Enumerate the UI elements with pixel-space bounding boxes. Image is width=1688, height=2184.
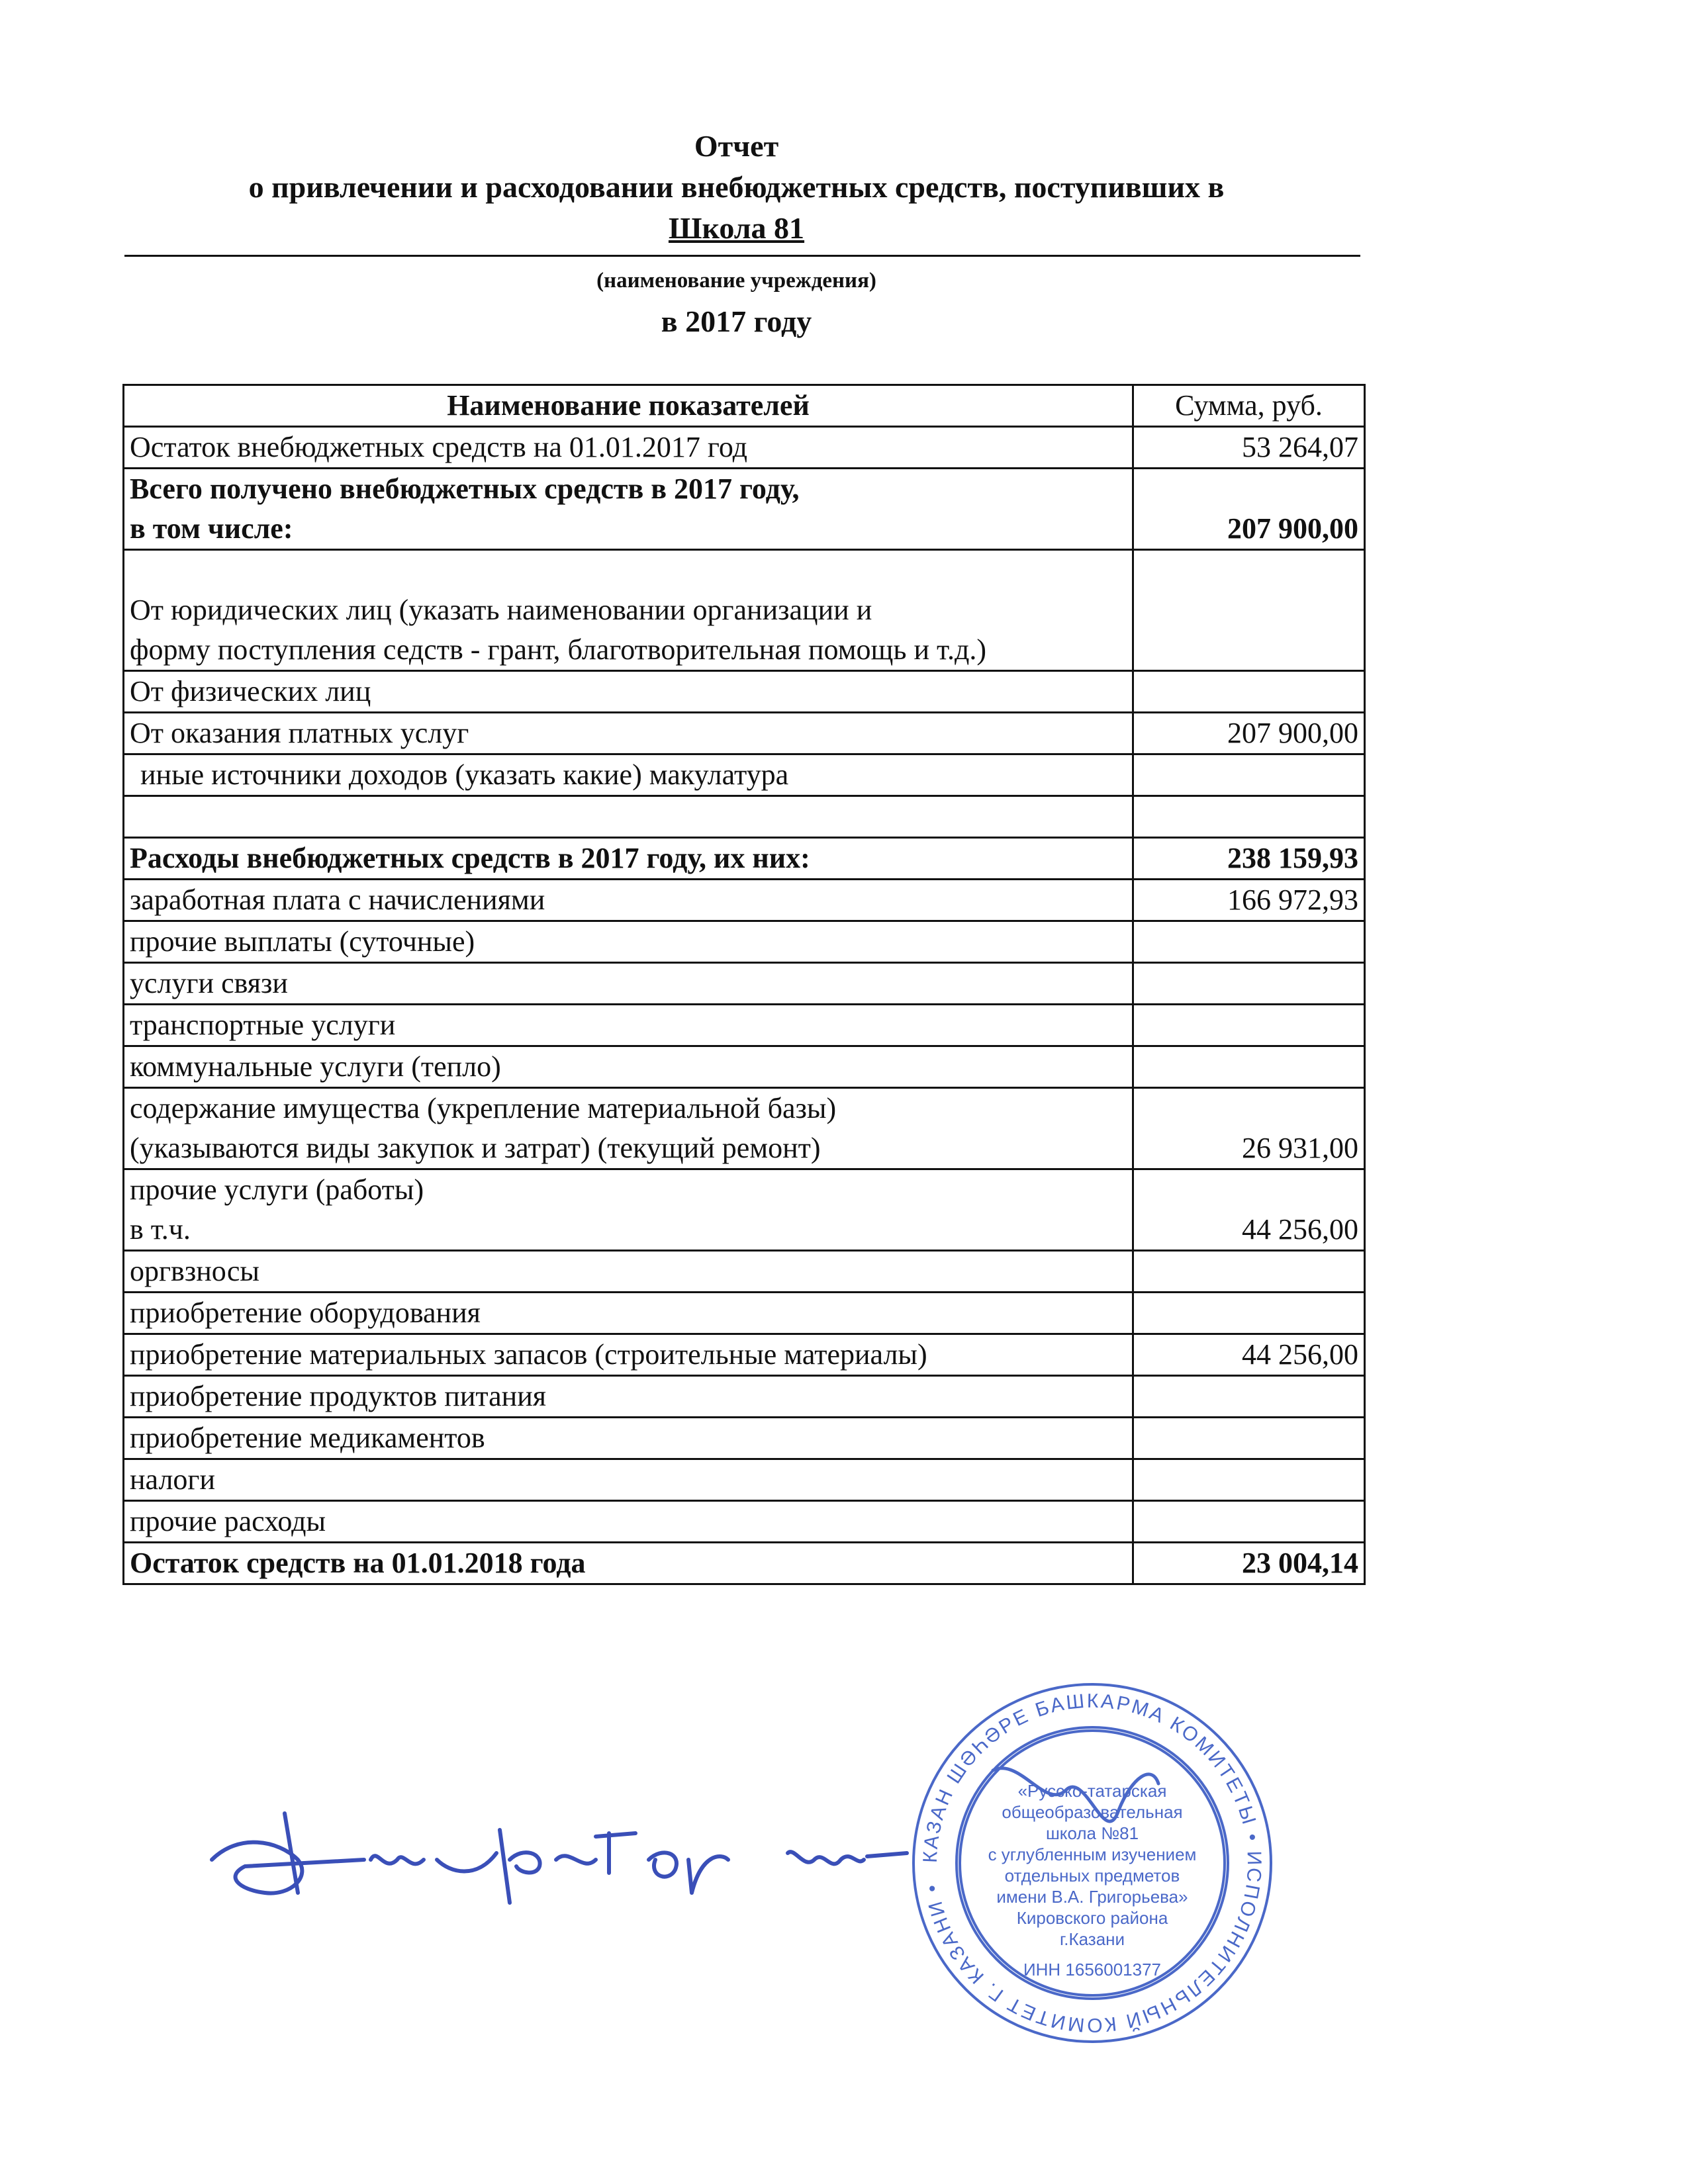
row-label-line: Остаток внебюджетных средств на 01.01.2017 год	[130, 431, 747, 463]
table-row	[124, 754, 1365, 796]
table-row	[124, 1088, 1365, 1169]
row-label-line: транспортные услуги	[130, 1009, 396, 1041]
row-label-line: От юридических лиц (указать наименовании организации и	[130, 594, 872, 626]
table-row	[124, 838, 1365, 880]
row-label-line: в том числе:	[130, 512, 293, 545]
row-label	[124, 1005, 1133, 1046]
table-row	[124, 921, 1365, 963]
row-label	[124, 1334, 1133, 1376]
table-row	[124, 1251, 1365, 1293]
row-label-line: От оказания платных услуг	[130, 717, 469, 749]
row-amount: 166 972,93	[1133, 880, 1365, 921]
row-label-line: прочие расходы	[130, 1505, 326, 1537]
column-header-sum: Сумма, руб.	[1133, 385, 1365, 427]
row-amount	[1133, 963, 1365, 1005]
row-amount	[1133, 1418, 1365, 1459]
row-label-line: От физических лиц	[130, 675, 371, 707]
row-amount: 207 900,00	[1133, 469, 1365, 550]
stamp-center-line: отдельных предметов	[1004, 1866, 1180, 1886]
row-label-line: форму поступления седств - грант, благотворительная помощь и т.д.)	[130, 633, 987, 666]
row-amount	[1133, 754, 1365, 796]
report-table	[122, 384, 1366, 1585]
row-label	[124, 1088, 1133, 1169]
table-row	[124, 1376, 1365, 1418]
row-label	[124, 1501, 1133, 1543]
row-label-line: налоги	[130, 1463, 216, 1496]
row-label-line: прочие выплаты (суточные)	[130, 925, 475, 958]
table-row	[124, 1334, 1365, 1376]
row-label-line: коммунальные услуги (тепло)	[130, 1050, 501, 1083]
table-row	[124, 963, 1365, 1005]
table-row	[124, 427, 1365, 469]
table-row	[124, 1418, 1365, 1459]
row-amount: 23 004,14	[1133, 1543, 1365, 1584]
report-title: Отчет	[694, 129, 779, 163]
row-amount	[1133, 1046, 1365, 1088]
stamp-center-line: имени В.А. Григорьева»	[996, 1887, 1188, 1907]
row-amount	[1133, 1293, 1365, 1334]
stamp-center-line: г.Казани	[1059, 1929, 1125, 1949]
row-label-line: прочие услуги (работы)	[130, 1173, 424, 1206]
row-label-line: в т.ч.	[130, 1213, 191, 1246]
row-label	[124, 713, 1133, 754]
table-row	[124, 1501, 1365, 1543]
table-row	[124, 796, 1365, 838]
row-label-line: Всего получено внебюджетных средств в 2017 году,	[130, 473, 800, 505]
row-label-line: заработная плата с начислениями	[130, 884, 545, 916]
row-label	[124, 1418, 1133, 1459]
row-label	[124, 469, 1133, 550]
table-row	[124, 469, 1365, 550]
row-label-line: приобретение оборудования	[130, 1297, 481, 1329]
director-signature	[199, 1760, 914, 1919]
row-label	[124, 427, 1133, 469]
row-label-line: услуги связи	[130, 967, 288, 999]
row-label	[124, 838, 1133, 880]
row-amount: 207 900,00	[1133, 713, 1365, 754]
stamp-center-line: Кировского района	[1016, 1908, 1168, 1928]
svg-text:КАЗАН ШӘҺӘРЕ БАШКАРМА КОМИТЕТЫ: КАЗАН ШӘҺӘРЕ БАШКАРМА КОМИТЕТЫ • ИСПОЛНИТЕЛЬНЫЙ КОМИТЕТ Г. КАЗАНИ •	[919, 1690, 1266, 2036]
row-amount	[1133, 1005, 1365, 1046]
row-label	[124, 671, 1133, 713]
row-label	[124, 1459, 1133, 1501]
table-row	[124, 880, 1365, 921]
row-label	[124, 550, 1133, 671]
row-amount	[1133, 796, 1365, 838]
report-header	[0, 126, 1473, 249]
row-label	[124, 1543, 1133, 1584]
row-amount	[1133, 671, 1365, 713]
table-row	[124, 1543, 1365, 1584]
row-amount	[1133, 921, 1365, 963]
row-amount	[1133, 550, 1365, 671]
row-amount: 238 159,93	[1133, 838, 1365, 880]
row-label-line: иные источники доходов (указать какие) макулатура	[140, 758, 789, 791]
row-label	[124, 921, 1133, 963]
row-label	[124, 963, 1133, 1005]
row-label	[124, 1376, 1133, 1418]
row-label-line: приобретение продуктов питания	[130, 1380, 546, 1412]
table-row	[124, 1459, 1365, 1501]
stamp-center-line: «Русско-татарская	[1017, 1781, 1167, 1801]
row-amount: 44 256,00	[1133, 1334, 1365, 1376]
row-label-line	[130, 797, 1127, 837]
row-label-line: оргвзносы	[130, 1255, 259, 1287]
stamp-center-line: общеобразовательная	[1002, 1802, 1183, 1822]
institution-underline	[124, 255, 1360, 257]
table-row	[124, 1005, 1365, 1046]
table-row	[124, 1293, 1365, 1334]
row-label-line: содержание имущества (укрепление материальной базы)	[130, 1092, 837, 1124]
report-year: в 2017 году	[661, 304, 812, 338]
row-label-line	[130, 551, 1127, 590]
report-subtitle: о привлечении и расходовании внебюджетных средств, поступивших в	[248, 170, 1225, 204]
row-label	[124, 880, 1133, 921]
table-row	[124, 550, 1365, 671]
row-amount: 44 256,00	[1133, 1169, 1365, 1251]
svg-text:ИНН 1656001377: ИНН 1656001377	[1023, 1960, 1162, 1979]
row-amount	[1133, 1251, 1365, 1293]
row-amount	[1133, 1376, 1365, 1418]
table-row	[124, 1046, 1365, 1088]
row-label-line: приобретение материальных запасов (строительные материалы)	[130, 1338, 927, 1371]
table-row	[124, 713, 1365, 754]
institution-name: Школа 81	[668, 211, 805, 245]
row-amount: 26 931,00	[1133, 1088, 1365, 1169]
row-label-line: Расходы внебюджетных средств в 2017 году, их них:	[130, 842, 810, 874]
row-amount: 53 264,07	[1133, 427, 1365, 469]
column-header-name: Наименование показателей	[124, 385, 1133, 427]
row-label	[124, 1251, 1133, 1293]
row-amount	[1133, 1459, 1365, 1501]
official-seal	[907, 1678, 1278, 2048]
row-label-line: Остаток средств на 01.01.2018 года	[130, 1547, 586, 1579]
row-label	[124, 1046, 1133, 1088]
table-row	[124, 1169, 1365, 1251]
row-label	[124, 754, 1133, 796]
institution-note: (наименование учреждения)	[596, 269, 876, 293]
table-header-row	[124, 385, 1365, 427]
row-label	[124, 1293, 1133, 1334]
stamp-center-line: школа №81	[1045, 1823, 1139, 1843]
row-label	[124, 796, 1133, 838]
row-label-line: (указываются виды закупок и затрат) (текущий ремонт)	[130, 1132, 821, 1164]
row-amount	[1133, 1501, 1365, 1543]
row-label	[124, 1169, 1133, 1251]
table-row	[124, 671, 1365, 713]
stamp-center-line: с углубленным изучением	[988, 1844, 1197, 1864]
row-label-line: приобретение медикаментов	[130, 1422, 485, 1454]
